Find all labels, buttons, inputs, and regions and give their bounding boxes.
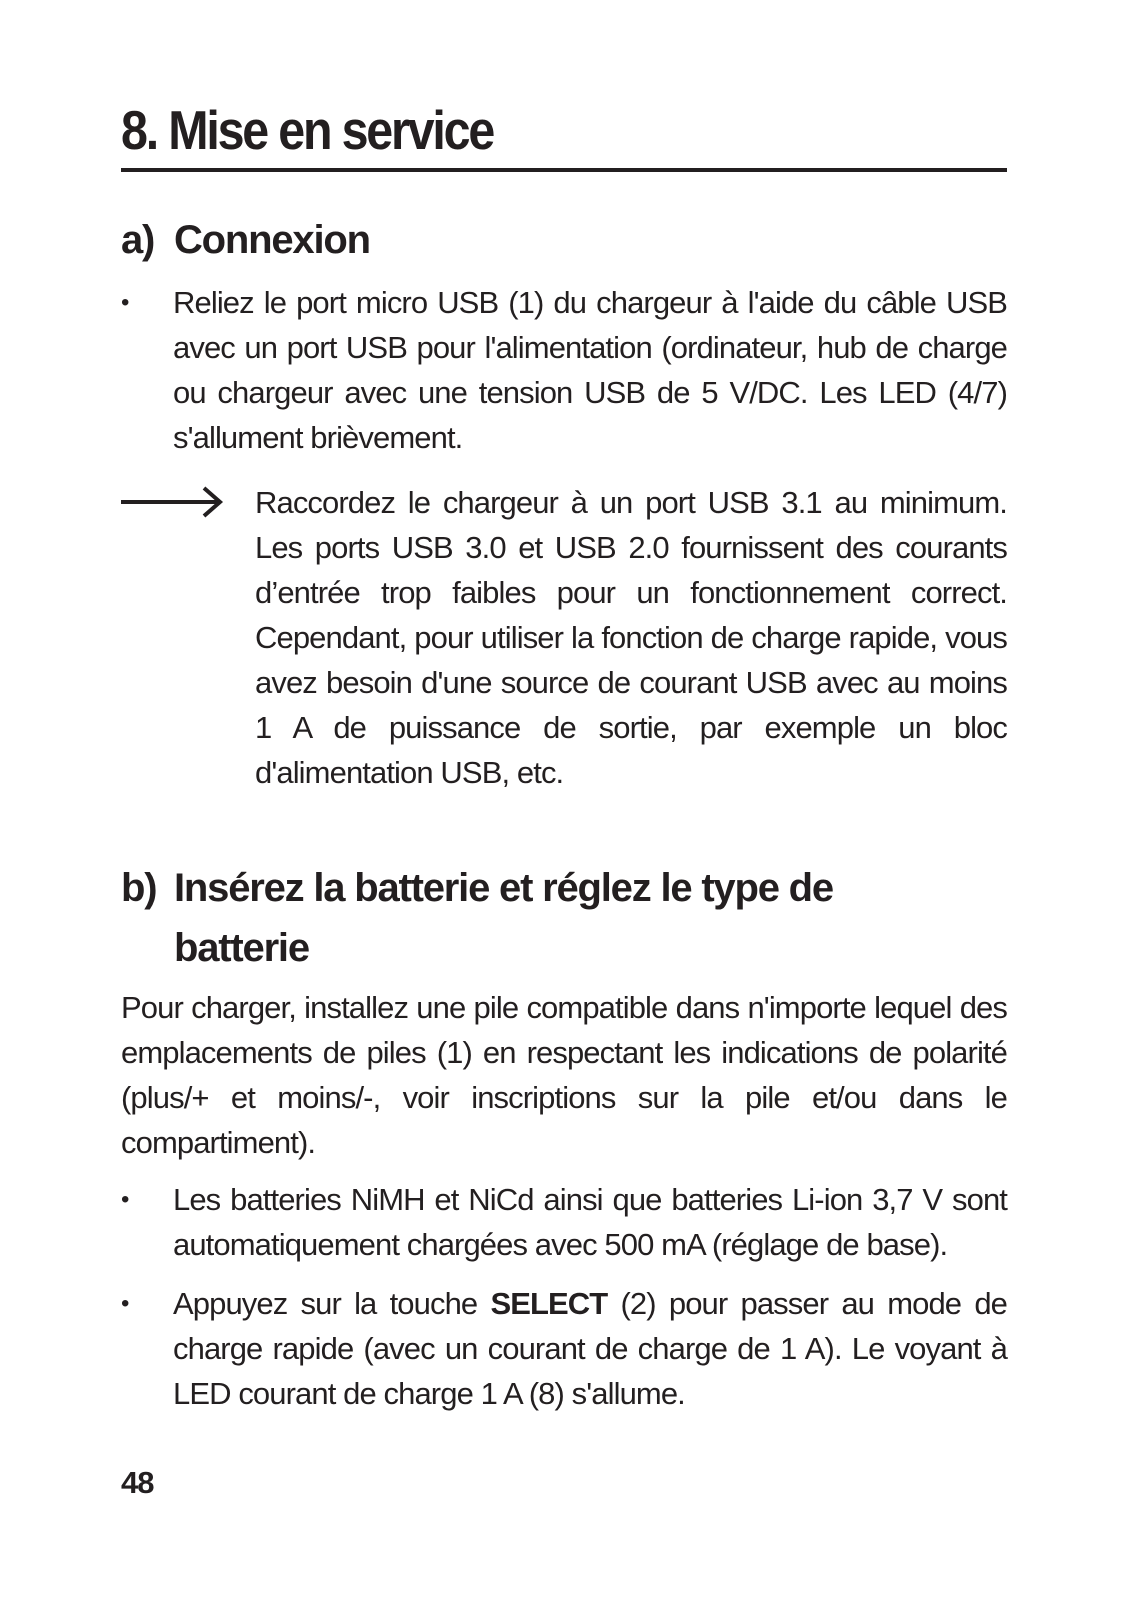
section-b-intro: Pour charger, installez une pile compatible dans n'importe lequel des emplacements de piles (1) en respectant les indications de polarité (plus/+ et moins/-, voir inscriptions sur la pile et/ou dans le compartiment). [121, 990, 1007, 1160]
section-b-title: Insérez la batterie et réglez le type de batterie [174, 866, 833, 970]
page-number: 48 [121, 1465, 154, 1500]
bullet-icon: • [121, 1186, 129, 1213]
chapter-divider [121, 168, 1007, 172]
section-a-bullet-text: Reliez le port micro USB (1) du chargeur à l'aide du câble USB avec un port USB pour l'alimentation (ordinateur, hub de charge ou chargeur avec une tension USB de 5 V/DC. Les LED (4/7) s'allument brièvement. [173, 285, 1007, 455]
section-a-heading [121, 210, 974, 270]
note-block [121, 480, 1007, 795]
select-key-name: SELECT [490, 1286, 608, 1321]
right-arrow-icon [121, 485, 225, 531]
section-b-bullet-1-text: Les batteries NiMH et NiCd ainsi que batteries Li-ion 3,7 V sont automatiquement chargées avec 500 mA (réglage de base). [173, 1182, 1007, 1262]
section-b-heading [121, 858, 974, 978]
note-text: Raccordez le chargeur à un port USB 3.1 au minimum. Les ports USB 3.0 et USB 2.0 fournissent des courants d’entrée trop faibles pour un fonctionnement correct. Cependant, pour utiliser la fonction de charge rapide, vous avez besoin d'une source de courant USB avec au moins 1 A de puissance de sortie, par exemple un bloc d'alimentation USB, etc. [255, 485, 1007, 790]
bullet-2-text-end: (2) pour passer au mode de charge rapide (avec un courant de charge de 1 A). Le voyant à LED courant de charge 1 A (8) s'allume. [173, 1286, 1007, 1411]
bullet-icon: • [121, 289, 129, 316]
section-a-label: a) [121, 218, 155, 262]
list-item [121, 1281, 1007, 1416]
chapter-title: 8. Mise en service [121, 99, 494, 161]
manual-page [121, 0, 1007, 1600]
section-b-label: b) [121, 866, 157, 910]
bullet-2-text-start: Appuyez sur la touche [173, 1286, 491, 1321]
list-item [121, 1177, 1007, 1267]
list-item [121, 280, 1007, 460]
section-b-bullet-2-text [173, 1281, 1007, 1416]
bullet-icon: • [121, 1290, 129, 1317]
section-a-title: Connexion [174, 218, 370, 262]
